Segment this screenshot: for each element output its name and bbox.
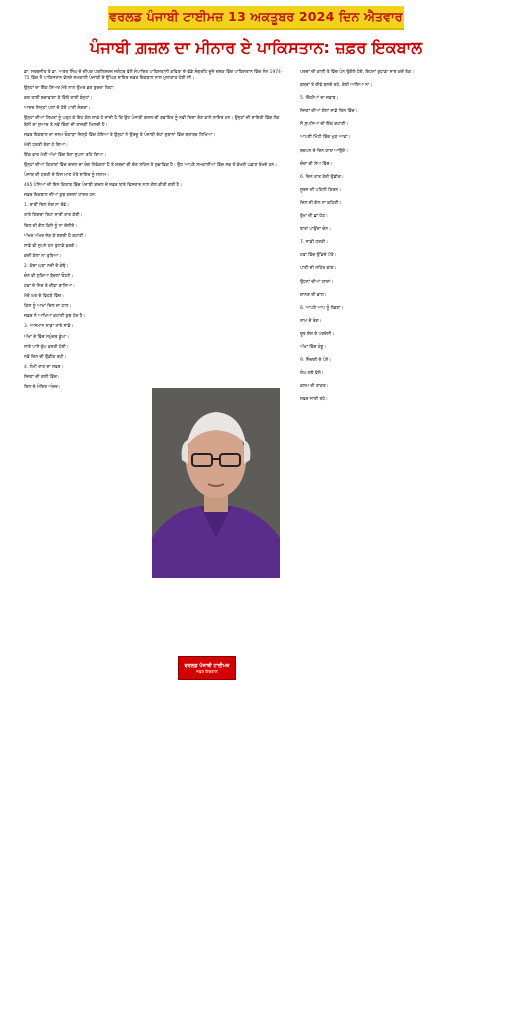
poem-line: ਬਾਤਾਂ ਪਾਉਂਦਾ ਚੰਨ।	[300, 227, 331, 233]
poem-line: ਦਿਲ ਦੀ ਗੱਲ ਨਾ ਕਹਿਣੀ।	[300, 200, 342, 206]
body-paragraph: ਇੱਕ ਵਾਰ ਮੇਰੀ ਅੱਖਾਂ ਵਿੱਚ ਤੇਰਾ ਸੁਪਨਾ ਰਹਿ ਗਿਆ।	[24, 152, 107, 158]
poem-line: ਸਾਰੇ ਪਾਸੇ ਚੁੱਪ ਵਰਤੀ ਹੋਈ।	[24, 344, 69, 350]
poem-line: ਜ਼ਫ਼ਰ ਨੇ ਆਖਿਆ ਕਹਾਣੀ ਕੁਝ ਹੋਰ ਹੈ।	[24, 314, 86, 320]
poem-line: ਦਿਲ ਦੇ ਮੰਦਿਰ ਅੰਦਰ।	[24, 385, 61, 390]
poem-line: 2. ਕੱਚਾ ਘੜਾ ਨਦੀ ਦੇ ਕੰਢੇ।	[24, 263, 69, 269]
poem-line: ਲੰਘ ਗਏ ਵੇਲੇ।	[300, 371, 324, 377]
poem-line: 4. ਲੰਮੀ ਰਾਤ ਦਾ ਸਫ਼ਰ।	[24, 364, 64, 370]
article-column-left	[24, 70, 286, 395]
poem-line: ਤਾਰੇ ਗਿਣਦਾ ਰਿਹਾ ਸਾਰੀ ਰਾਤ ਕੋਈ।	[24, 213, 83, 219]
poem-line: 8. ਆਪਣੇ ਆਪ ਨੂੰ ਲੱਭਣਾ।	[300, 305, 344, 311]
body-paragraph: ਆਜ਼ਰ ਜਿਨ੍ਹਾਂ ਪਲਾਂ ਦੇ ਹੱਥੋਂ ਪਾਣੀ ਸੰਗਦਾ।	[24, 106, 91, 112]
poem-line: ਪਰਦਾਂ ਦੀ ਕਾਲੀ ਤੇ ਵਿੱਚ ਪੰਨ ਉਗੇਲੇ ਹੋਏ, ਇਹਨਾਂ ਤੁਹਾਡਾ ਸਾਥ ਕਦੋਂ ਤੱਕ।	[300, 70, 414, 75]
masthead-text: ਵਰਲਡ ਪੰਜਾਬੀ ਟਾਈਮਜ਼ 13 ਅਕਤੂਬਰ 2024 ਦਿਨ ਐਤਵਾਰ	[109, 9, 403, 24]
poem-line: ਹਵਾ ਵਿੱਚ ਉੱਡਦੇ ਪੱਤੇ।	[300, 253, 337, 259]
poem-line: ਉਹਨਾਂ ਦੀਆਂ ਯਾਦਾਂ।	[300, 279, 334, 285]
poem-line: ਸੌ ਸੁਪਨਿਆਂ ਦੀ ਇੱਕ ਕਹਾਣੀ।	[300, 122, 349, 128]
poem-line: 1. ਰਾਤੀਂ ਦਿਲ ਸੰਗ ਨਾ ਰੋਵੇ।	[24, 203, 69, 209]
body-paragraph: ਜ਼ਫ਼ਰ ਇਕਬਾਲ ਦੀਆਂ ਕੁਝ ਗ਼ਜ਼ਲਾਂ ਹਾਜ਼ਰ ਹਨ:	[24, 193, 97, 199]
poem-line: ਅੱਖਾਂ ਦੇ ਵਿੱਚ ਸਮੁੰਦਰ ਡੂੰਘਾ।	[24, 334, 70, 340]
poem-line: ਚੰਦਾ ਦੀ ਲੋਅ ਵਿੱਚ।	[300, 161, 333, 167]
poem-line: ਅੱਖਾਂ ਵਿੱਚ ਹੰਝੂ।	[300, 344, 327, 350]
body-paragraph: ਮੇਰੀ ਧਰਤੀ ਤੇਰਾ ਹੋ ਗਿਆ।	[24, 142, 68, 148]
poem-line: ਸ਼ਾਮ ਦੇ ਰੰਗ।	[300, 318, 322, 324]
poem-line: ਆਪਣੀ ਮਿੱਟੀ ਵਿੱਚ ਮੁੜ ਆਵਾਂ।	[300, 135, 351, 141]
poem-line: ਬਚਪਨ ਦੇ ਦਿਨ ਯਾਦ ਆਉਂਦੇ।	[300, 148, 349, 154]
poem-line: ਸਾਡੇ ਵੀ ਸੁਪਨੇ ਹਨ ਤੁਹਾਡੇ ਵਰਗੇ।	[24, 243, 78, 249]
poem-line: ਅੱਖਰ ਅੱਖਰ ਜੋੜ ਕੇ ਬਣਦੀ ਹੈ ਕਹਾਣੀ।	[24, 233, 87, 239]
body-paragraph: 495 ਪੰਨਿਆਂ ਦੀ ਇਸ ਕਿਤਾਬ ਵਿੱਚ ਪੰਜਾਬੀ ਗ਼ਜ਼ਲ ਦੇ ਸਫ਼ਰ ਬਾਰੇ ਵਿਸਥਾਰ ਨਾਲ ਗੱਲ ਕੀਤੀ ਗਈ ਹੈ।	[24, 183, 183, 189]
poem-line: ਮੇਰੇ ਘਰ ਦੇ ਵਿਹੜੇ ਵਿੱਚ।	[24, 294, 64, 300]
poem-line: ਸੱਜਣਾਂ ਦੀਆਂ ਗੱਲਾਂ ਸਾਡੇ ਦਿਲ ਵਿੱਚ।	[300, 109, 358, 115]
logo-subtitle: ਜ਼ਫ਼ਰ ਇਕਬਾਲ	[196, 668, 218, 674]
body-paragraph: ਕਦ ਤਾਈਂ ਬਚਾਵਾਂਗਾ ਤੇ ਕਿੱਥੋਂ ਤਾਈਂ ਬੰਨ੍ਹਾਂ।	[24, 96, 93, 102]
portrait-illustration	[152, 388, 280, 578]
author-portrait-photo	[152, 388, 280, 578]
publication-logo	[178, 656, 236, 680]
body-paragraph: ਜ਼ਫ਼ਰ ਇਕਬਾਲ ਦਾ ਜਨਮ ਓਕਾੜਾ ਜ਼ਿਲ੍ਹੇ ਵਿੱਚ ਹੋਇਆ ਤੇ ਉਨ੍ਹਾਂ ਨੇ ਉਰਦੂ ਤੇ ਪੰਜਾਬੀ ਦੋਹਾਂ ਜ਼ੁਬਾਨਾਂ ਵਿੱਚ ਬਰਾਬਰ ਲਿਖਿਆ।	[24, 132, 216, 138]
poem-line: ਸੂਰਜ ਦੀ ਪਹਿਲੀ ਕਿਰਨ।	[300, 187, 341, 193]
body-paragraph: ਪੰਜਾਬ ਦੀ ਧਰਤੀ ਦੇ ਇਸ ਮਾਣ ਮੱਤੇ ਸ਼ਾਇਰ ਨੂੰ ਸਲਾਮ।	[24, 173, 110, 179]
body-paragraph: ਉਨ੍ਹਾਂ ਦੀਆਂ ਕਿਤਾਬਾਂ ਵਿੱਚ ਗ਼ਜ਼ਲ ਦਾ ਰੰਗ ਨਿਵੇਕਲਾ ਹੈ ਤੇ ਸ਼ਬਦਾਂ ਦੀ ਚੋਣ ਸਹਿਜ ਤੇ ਸੁਭਾਵਿਕ ਹੈ। ਉਹ ਆਪਣੇ ਸਮਕਾਲੀਆਂ ਵਿੱਚ ਸਭ ਤੋਂ ਵੱਖਰੀ ਪਛਾਣ ਰੱਖਦੇ ਹਨ।	[24, 162, 277, 168]
poem-line: 7. ਸਾਡੀ ਧਰਤੀ।	[300, 240, 328, 246]
body-paragraph: ਉਨ੍ਹਾਂ ਦਾ ਇੱਕ ਸ਼ਿਅਰ ਮੇਰੇ ਨਾਲ ਉਮਰ ਭਰ ਤੁਰਦਾ ਰਿਹਾ:	[24, 86, 115, 92]
poem-line: ਦੂਰ ਦੇਸ਼ ਦੇ ਪਰਦੇਸੀ।	[300, 331, 335, 337]
article-column-right	[300, 70, 490, 410]
poem-line: ਸਫ਼ਰ ਜਾਰੀ ਰਹੇ।	[300, 397, 328, 403]
poem-line: ਕਦੀਂ ਕੱਲਾ ਨਾ ਤੁਰਿਆ।	[24, 253, 62, 259]
body-paragraph: ਉਨ੍ਹਾਂ ਦੀਆਂ ਲਿਖਤਾਂ ਨੂੰ ਪੜ੍ਹ ਕੇ ਇਹ ਗੱਲ ਸਾਫ਼ ਹੋ ਜਾਂਦੀ ਹੈ ਕਿ ਉਹ ਪੰਜਾਬੀ ਗ਼ਜ਼ਲ ਦੀ ਰਵਾਇਤ ਨੂੰ ਨਵੀਂ ਦਿਸ਼ਾ ਦੇਣ ਵਾਲੇ ਸ਼ਾਇਰ ਹਨ। ਉਨ੍ਹਾਂ ਦੀ ਸ਼ਾਇਰੀ ਵਿੱਚ ਲੋਕ ਬੋਲੀ ਦਾ ਸੁਆਦ ਤੇ ਨਵੇਂ ਬਿੰਬਾਂ ਦੀ ਤਾਜ਼ਗੀ ਮਿਲਦੀ ਹੈ।	[24, 116, 280, 128]
poem-line: ਪਾਣੀ ਦੀ ਲਹਿਰ ਵਾਂਗ।	[300, 266, 337, 272]
masthead-banner	[108, 6, 404, 30]
logo-title: ਵਰਲਡ ਪੰਜਾਬੀ ਟਾਈਮਜ਼	[184, 662, 230, 669]
poem-line: ਚਾਨਣ ਦੀ ਭਾਲ।	[300, 292, 327, 298]
poem-line: ਕਿਸ ਨੂੰ ਆਖਾਂ ਦਿਲ ਦਾ ਹਾਲ।	[24, 304, 72, 310]
poem-line: ਕਬਰਾਂ ਤੇ ਦੀਵੇ ਬਲਦੇ ਰਹੇ, ਕੋਈ ਆਇਆ ਨਾ।	[300, 83, 373, 89]
poem-line: 9. ਜ਼ਿੰਦਗੀ ਦੇ ਪੰਨੇ।	[300, 358, 332, 364]
poem-line: ਹਵਾ ਦੇ ਸਿਰ ਤੇ ਦੀਵਾ ਬਾਲਿਆ।	[24, 284, 75, 290]
poem-line: ਸੱਜਣਾ ਦੀ ਗਲੀ ਵਿੱਚ।	[24, 374, 60, 380]
poem-line: ਚੰਨ ਵੀ ਲੁਕਿਆ ਬੱਦਲਾਂ ਓਹਲੇ।	[24, 273, 74, 279]
body-paragraph: ਡਾ. ਸਰਬਜੀਤ ਤੇ ਡਾ. ਅਤਰ ਸਿੰਘ ਦੇ ਦੀਪਕ ਪਬਲਿਸ਼ਰਜ਼ ਜਲੰਧਰ ਵੱਲੋਂ ਸੰਪਾਦਿਤ ਪਾਕਿਸਤਾਨੀ ਕਵਿਤਾ ਦੇ ਵੱਡੇ ਸੰਗ੍ਰਹਿ ਦੂਜੇ ਦਸ਼ਕ ਵਿੱਚ ਪਾਕਿਸਤਾਨ ਵਿੱਚ ਸੰਨ 1974-75 ਵਿੱਚ ਮੈਂ ਪਾਕਿਸਤਾਨ ਵੱਲਦੇ ਸਮਕਾਲੀ ਪੰਜਾਬੀ ਦੇ ਉੱਘੜ ਸ਼ਾਇਰ ਜ਼ਫ਼ਰ ਇਕਬਾਲ ਨਾਲ ਮੁਲਾਕਾਤ ਹੋਈ ਸੀ।	[24, 70, 283, 82]
poem-line: 3. ਆਸਮਾਨ ਸਾਡਾ ਤਾਰੇ ਸਾਡੇ।	[24, 324, 74, 330]
poem-line: ਦਿਲ ਦੀ ਗੱਲ ਕਿਸੇ ਨੂੰ ਨਾ ਦੱਸੀਏ।	[24, 223, 78, 229]
poem-line: 6. ਦਿਨ ਰਾਤ ਤੇਰੀ ਉਡੀਕ।	[300, 174, 344, 180]
poem-line: ਨਵੇਂ ਦਿਨ ਦੀ ਉਡੀਕ ਰਹੀ।	[24, 354, 67, 360]
article-headline: ਪੰਜਾਬੀ ਗ਼ਜ਼ਲ ਦਾ ਮੀਨਾਰ ਏ ਪਾਕਿਸਤਾਨ: ਜ਼ਫ਼ਰ ਇਕਬਾਲ	[89, 38, 423, 57]
poem-line: 5. ਚਿੱਠੀਆਂ ਦਾ ਜਵਾਬ।	[300, 96, 339, 102]
poem-line: ਰੁੱਖਾਂ ਦੀ ਛਾਂ ਹੇਠ।	[300, 214, 328, 220]
poem-line: ਕਲਮ ਦੀ ਤਾਕਤ।	[300, 384, 329, 390]
